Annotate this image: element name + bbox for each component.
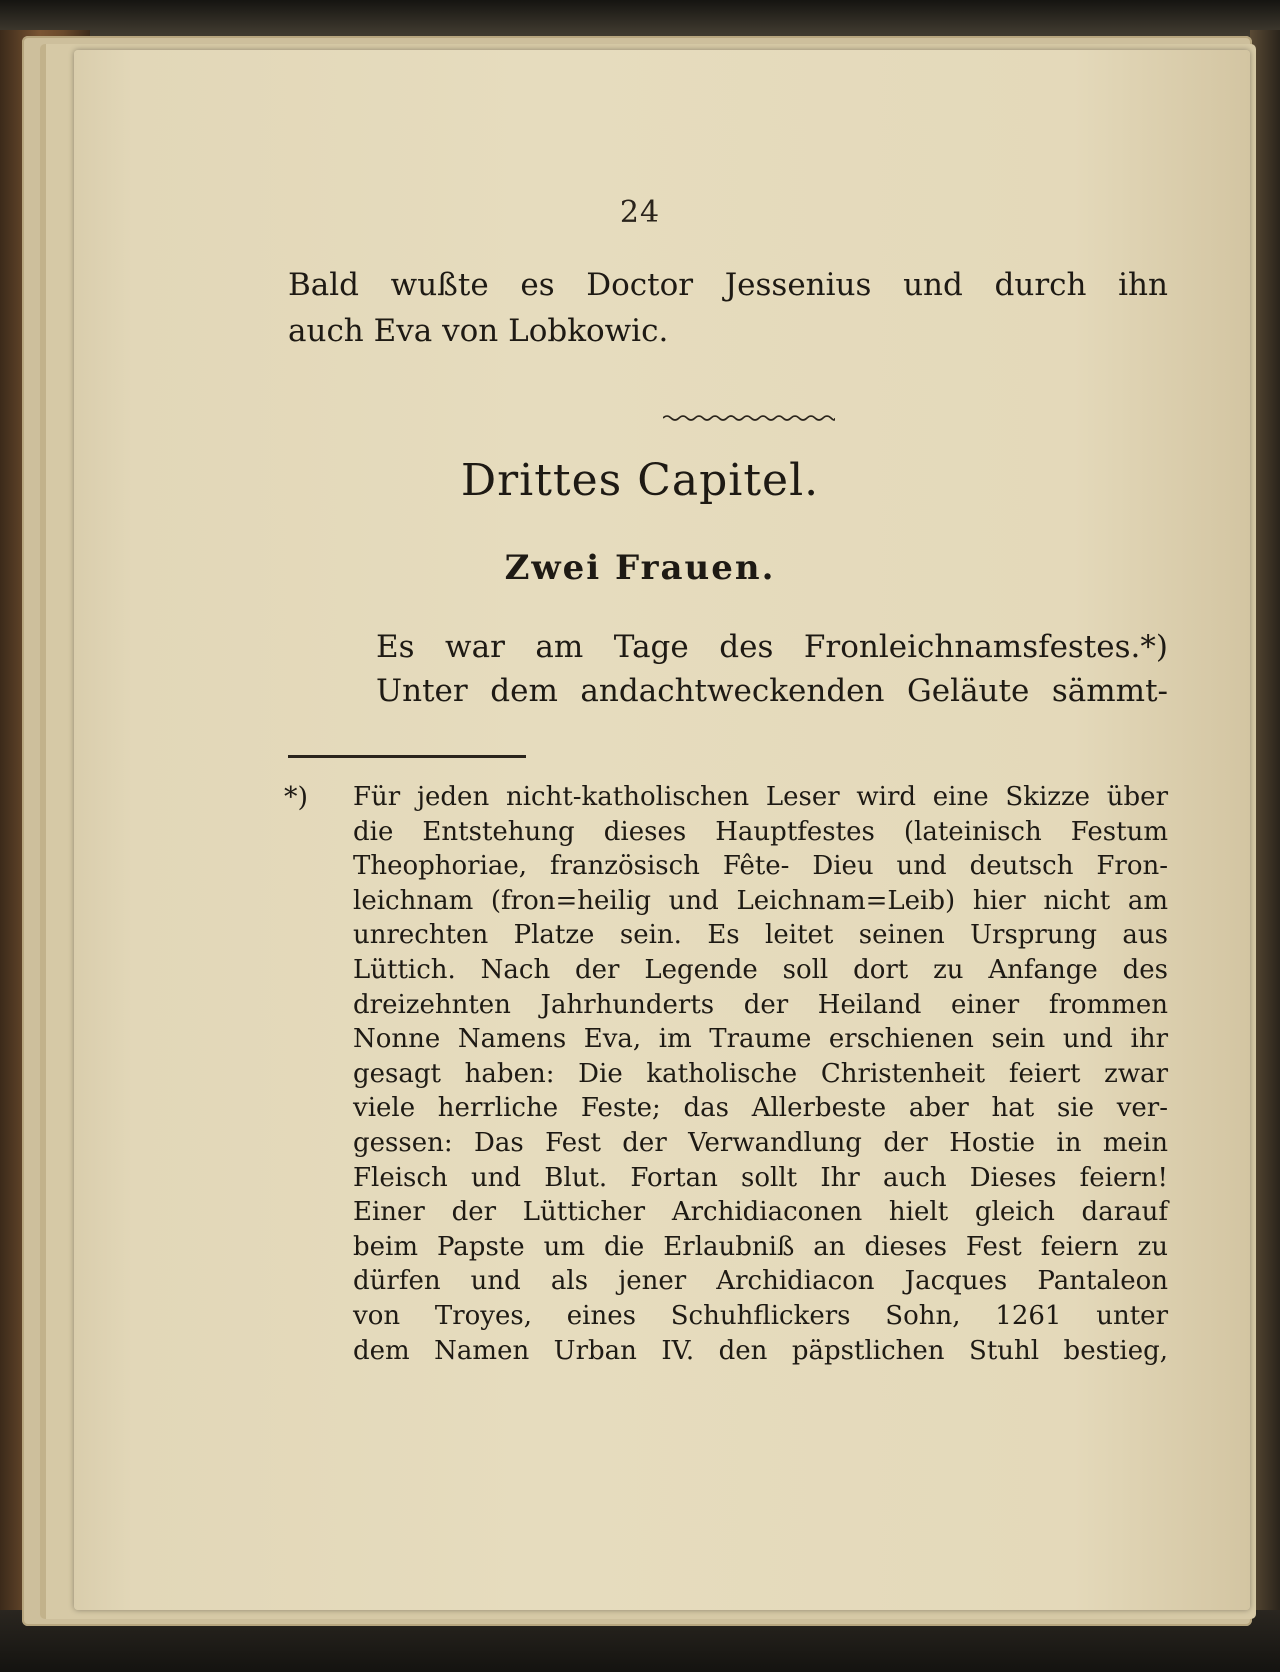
paragraph-line-1: Es war am Tage des Fronleichnamsfestes.*) [376, 629, 1168, 665]
footnote-line: dreizehnten Jahrhunderts der Heiland einer frommen [353, 989, 1168, 1020]
footnote-line: Einer der Lütticher Archidiaconen hielt gleich darauf [353, 1197, 1168, 1228]
footnote-text [353, 780, 1168, 1368]
section-divider-ornament [663, 412, 835, 424]
footnote-line: unrechten Platze sein. Es leitet seinen Ursprung aus [353, 920, 1168, 951]
chapter-title: Drittes Capitel. [460, 455, 820, 506]
opening-line-1: Bald wußte es Doctor Jessenius und durch ihn [288, 267, 1168, 303]
footnote-line: viele herrliche Feste; das Allerbeste aber hat sie ver- [353, 1093, 1168, 1124]
footnote-line: dürfen und als jener Archidiacon Jacques Pantaleon [353, 1266, 1168, 1297]
footnote-line: gessen: Das Fest der Verwandlung der Hostie in mein [353, 1127, 1168, 1158]
footnote-line: von Troyes, eines Schuhflickers Sohn, 1261 unter [353, 1300, 1168, 1331]
footnote-line: dem Namen Urban IV. den päpstlichen Stuhl bestieg, [353, 1335, 1168, 1366]
page-number: 24 [619, 195, 661, 230]
footnote-line: Für jeden nicht-katholischen Leser wird eine Skizze über [353, 782, 1168, 812]
opening-line-2: auch Eva von Lobkowic. [288, 313, 669, 349]
footnote-separator [288, 755, 526, 758]
footnote-line: leichnam (fron=heilig und Leichnam=Leib) hier nicht am [353, 885, 1168, 916]
chapter-paragraph [376, 625, 1168, 713]
footnote-line: Theophoriae, französisch Fête- Dieu und deutsch Fron- [353, 851, 1168, 882]
footnote-line: Lüttich. Nach der Legende soll dort zu Anfange des [353, 954, 1168, 985]
paragraph-line-2: Unter dem andachtweckenden Geläute sämmt- [376, 673, 1168, 709]
chapter-subtitle: Zwei Frauen. [504, 548, 776, 588]
footnote-line: die Entstehung dieses Hauptfestes (lateinisch Festum [353, 816, 1168, 847]
footnote-line: beim Papste um die Erlaubniß an dieses Fest feiern zu [353, 1231, 1168, 1262]
opening-text [288, 262, 1168, 354]
footnote-line: Fleisch und Blut. Fortan sollt Ihr auch Dieses feiern! [353, 1162, 1168, 1193]
footnote-line: gesagt haben: Die katholische Christenheit feiert zwar [353, 1058, 1168, 1089]
footnote-marker: *) [284, 782, 309, 813]
footnote-line: Nonne Namens Eva, im Traume erschienen sein und ihr [353, 1024, 1168, 1055]
